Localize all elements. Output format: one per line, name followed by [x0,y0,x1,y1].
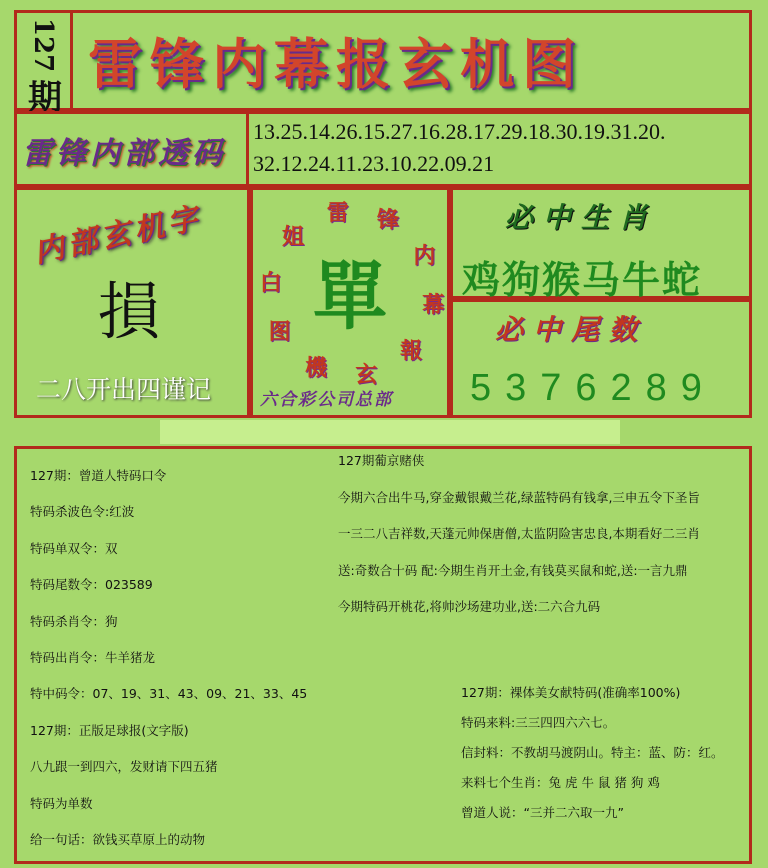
ring-char: 锋 [376,207,399,234]
verse-line: 一三二八吉祥数,天蓬元帅保唐僧,太监阴险害忠良,本期看好二三肖 [338,526,700,541]
zodiac-list: 鸡狗猴马牛蛇 [462,257,703,302]
tip-line: 特码出肖令：牛羊猪龙 [30,650,156,665]
code-line-2: 32.12.24.11.23.10.22.09.21 [253,151,495,176]
tip-line: 特中码令：07、19、31、43、09、21、33、45 [30,686,308,702]
ring-char: 白 [259,269,282,296]
tip-line: 特码单双令：双 [30,540,118,556]
right-bottom-label: 必中尾数 [495,313,648,346]
tip-line: 127期：曾道人特码口令 [30,468,167,483]
verse-line: 今期六合出牛马,穿金戴银戴兰花,绿蓝特码有钱拿,三申五令下圣旨 [338,489,700,505]
issue-number: 127 [28,18,58,73]
info-line: 信封料：不教胡马渡阴山。特主：蓝、防：红。 [461,745,724,760]
tip-line: 八九跟一到四六，发财请下四五猪 [30,759,218,775]
code-row-divider [246,113,249,185]
tip-line: 特码杀肖令：狗 [30,613,118,629]
ring-char: 機 [305,354,328,381]
left-panel-phrase: 二八开出四谨记 [36,375,212,404]
info-line: 127期：裸体美女献特码(准确率100%) [461,685,681,700]
tip-line: 特码为单数 [30,795,93,811]
page-title: 雷锋内幕报玄机图 [88,32,584,96]
verse-line: 127期葡京赌侠 [338,453,425,468]
center-panel-char: 單 [313,254,387,340]
ring-char: 玄 [355,361,378,388]
issue-suffix: 期 [28,78,62,118]
tail-digits: 5376289 [470,367,716,409]
center-panel-footer: 六合彩公司总部 [260,390,393,410]
verse-line: 送:奇数合十码 配:今期生肖开土金,有钱莫买鼠和蛇,送:一言九鼎 [338,562,688,578]
verse-line: 今期特码开桃花,将帅沙场建功业,送:二六合九码 [338,599,601,614]
code-row-label: 雷锋内部透码 [22,136,226,171]
ring-char: 图 [268,319,291,346]
right-top-label: 必中生肖 [505,201,658,234]
ring-char: 雷 [326,200,349,227]
ring-char: 報 [399,337,422,364]
divider-strip [160,420,620,444]
tip-line: 给一句话：欲钱买草原上的动物 [30,832,206,847]
header-divider [70,12,73,110]
info-line: 曾道人说：“三并二六取一九” [461,805,624,820]
left-panel-char: 損 [98,275,161,348]
ring-char: 姐 [282,224,305,251]
info-line: 特码来料:三三四四六六七。 [461,715,616,730]
tip-line: 特码杀波色令:红波 [30,504,135,520]
ring-char: 幕 [422,292,445,319]
ring-char: 内 [413,242,436,269]
tip-line: 127期：正版足球报(文字版) [30,722,189,738]
tip-line: 特码尾数令：023589 [30,577,153,593]
left-panel-label: 内部玄机字 [30,200,205,271]
code-line-1: 13.25.14.26.15.27.16.28.17.29.18.30.19.31.20. [253,119,666,144]
info-line: 来料七个生肖：兔 虎 牛 鼠 猪 狗 鸡 [461,775,660,790]
